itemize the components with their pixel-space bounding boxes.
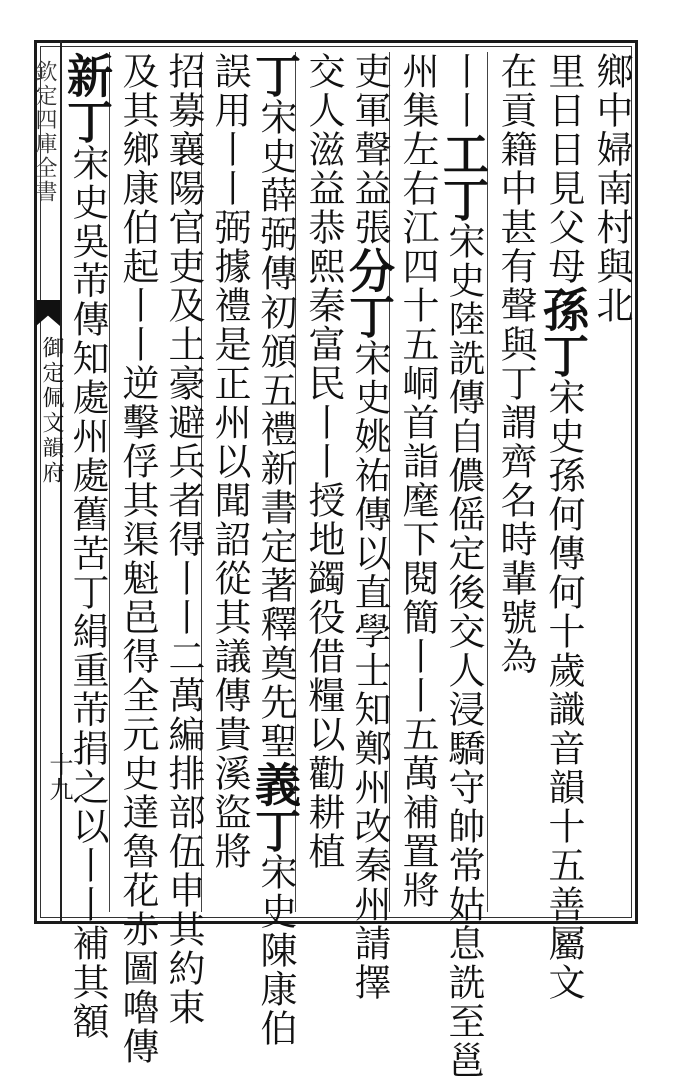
- text-column-6: 吏軍聲益張分丁宋史姚祐傳以直學士知鄭州改秦州請擇: [342, 52, 396, 1002]
- text-column-9: 誤用丨丨弼據禮是正州以聞詔從其議傳貴溪盜將: [208, 52, 251, 871]
- entry-head: 丁: [248, 52, 302, 98]
- text-column-12: 新丁宋史吳芾傳知處州處舊苦丁絹重芾捐之以丨丨補其額: [60, 52, 114, 1041]
- text-column-1: 鄉中婦南村與北: [590, 52, 633, 325]
- entry-head: 新丁: [60, 52, 114, 144]
- text-column-2: 里日日見父母孫丁宋史孫何傳何十歲識音韻十五善屬文: [536, 52, 590, 1002]
- text-column-4: 丨丨工丁宋史陸詵傳自儂傜定後交人浸驕守帥常姑息詵至邕: [436, 52, 490, 1080]
- entry-head: 分丁: [342, 247, 396, 339]
- text-column-7: 交人滋益恭熙秦富民丨丨授地蠲役借糧以勸耕植: [302, 52, 345, 871]
- entry-head: 工丁: [436, 130, 490, 222]
- entry-head: 孫丁: [536, 286, 590, 378]
- text-column-3: 在貢籍中甚有聲與丁謂齊名時輩號為: [494, 52, 537, 676]
- entry-head: 義丁: [248, 761, 302, 853]
- text-column-11: 及其鄉康伯起丨丨逆擊俘其渠魁邑得全元史達魯花赤圖嚕傳: [116, 52, 159, 1066]
- spine-title: 欽定四庫全書: [32, 60, 57, 204]
- spine-book-title: 御定佩文韻府: [39, 336, 64, 486]
- text-column-8: 丁宋史薛弼傳初頒五禮新書定著釋奠先聖義丁宋史陳康伯: [248, 52, 302, 1048]
- text-column-10: 招募襄陽官吏及土豪避兵者得丨丨二萬編排部伍申其約束: [162, 52, 205, 1027]
- page-number: 十九: [45, 752, 73, 802]
- text-column-5: 州集左右江四十五峒首詣麾下閱簡丨丨五萬補置將: [396, 52, 439, 910]
